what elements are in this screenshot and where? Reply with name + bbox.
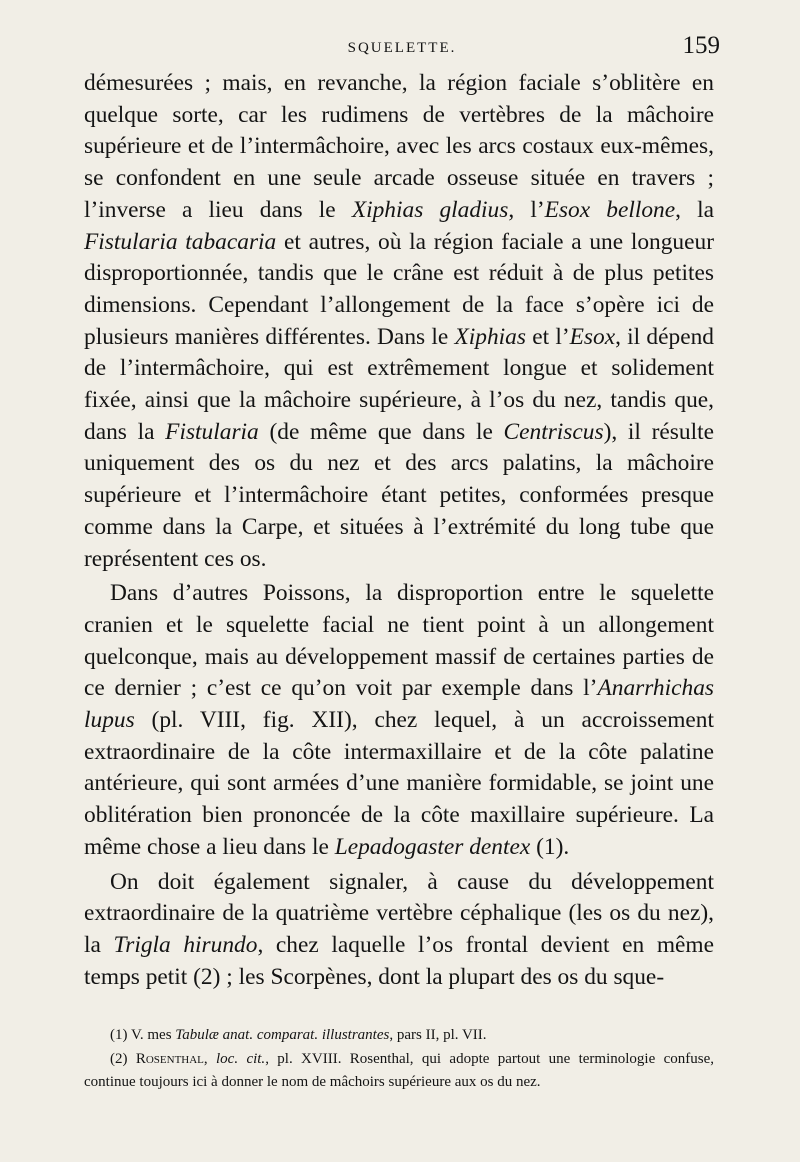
text-run: Dans d’autres Poissons, la disproportion entre le squelette cranien et le squelette facial ne tient point à un allongement quelconque, mais au développement massif de certaines parties de ce dernier ; c’est ce qu’on voit par exemple dans l’: [84, 580, 714, 702]
text-run: (pl. VIII, fig. XII), chez lequel, à un accroissement extraordinaire de la côte intermaxillaire et de la côte palatine antérieure, qui sont armées d’une manière formidable, se joint une oblitération bien prononcée de la côte maxillaire supérieure. La même chose a lieu dans le: [84, 707, 714, 860]
footnote-1: [84, 1024, 714, 1048]
footnote-text: , pars II, pl. VII.: [389, 1027, 487, 1043]
species-name: Esox: [569, 323, 616, 350]
text-run: , il dépend de l’intermâchoire, qui est extrêmement longue et solidement fixée, ainsi que la mâchoire supérieure, à l’os du nez, tandis que, dans la: [84, 323, 714, 445]
footnote-author: Rosenthal: [135, 1050, 204, 1067]
species-name: Fistularia: [165, 418, 259, 445]
paragraph-1: [84, 68, 714, 575]
footnote-text: ,: [203, 1050, 217, 1067]
text-run: , l’: [508, 196, 545, 223]
species-name: Centriscus: [503, 418, 604, 445]
text-run: , chez laquelle l’os frontal devient en même temps petit (2) ; les Scorpènes, dont la plupart des os du sque-: [84, 931, 715, 990]
text-run: ), il résulte uniquement des os du nez et des arcs palatins, la mâchoire supérieure et l’intermâchoire étant petites, conformées presque comme dans la Carpe, et situées à l’extrémité du long tube que représentent ces os.: [84, 418, 714, 572]
text-run: (de même que dans le: [258, 418, 504, 445]
text-run: démesurées ; mais, en revanche, la région faciale s’oblitère en quelque sorte, car les rudimens de vertèbres de la mâchoire supérieure et de l’intermâchoire, avec les arcs costaux eux-mêmes, se confondent en une seule arcade osseuse située en travers ; l’inverse a lieu dans le: [84, 70, 714, 223]
species-name: Trigla hirundo: [113, 931, 258, 958]
page-number: 159: [682, 32, 720, 59]
running-title: SQUELETTE.: [347, 40, 457, 56]
footnote-text: (2): [110, 1050, 136, 1067]
footnotes: [84, 1024, 714, 1095]
species-name: Esox bellone: [544, 196, 676, 223]
footnote-text: (1) V. mes: [110, 1027, 176, 1043]
paragraph-3: [84, 867, 714, 994]
text-run: , la: [675, 196, 715, 223]
text-run: (1).: [530, 833, 570, 860]
species-name: Lepadogaster dentex: [334, 833, 531, 860]
body-text: [84, 68, 714, 993]
species-name: Anarrhichas lupus: [84, 675, 714, 734]
footnote-2: [84, 1048, 714, 1095]
species-name: Xiphias: [454, 323, 526, 350]
page-header: [84, 34, 720, 64]
footnote-citation: loc. cit.: [216, 1050, 266, 1067]
paragraph-2: [84, 578, 714, 863]
footnote-text: , pl. XVIII. Rosenthal, qui adopte partout une terminologie confuse, continue toujours ici à donner le nom de mâchoirs supérieure aux os du nez.: [84, 1050, 714, 1090]
text-run: et l’: [525, 323, 570, 350]
species-name: Fistularia tabacaria: [84, 228, 277, 255]
footnote-title: Tabulæ anat. comparat. illustrantes: [175, 1027, 390, 1043]
text-run: On doit également signaler, à cause du développement extraordinaire de la quatrième vertèbre céphalique (les os du nez), la: [84, 868, 714, 958]
text-run: et autres, où la région faciale a une longueur disproportionnée, tandis que le crâne est réduit à de plus petites dimensions. Cependant l’allongement de la face s’opère ici de plusieurs manières différentes. Dans le: [84, 228, 714, 350]
species-name: Xiphias gladius: [351, 196, 509, 223]
